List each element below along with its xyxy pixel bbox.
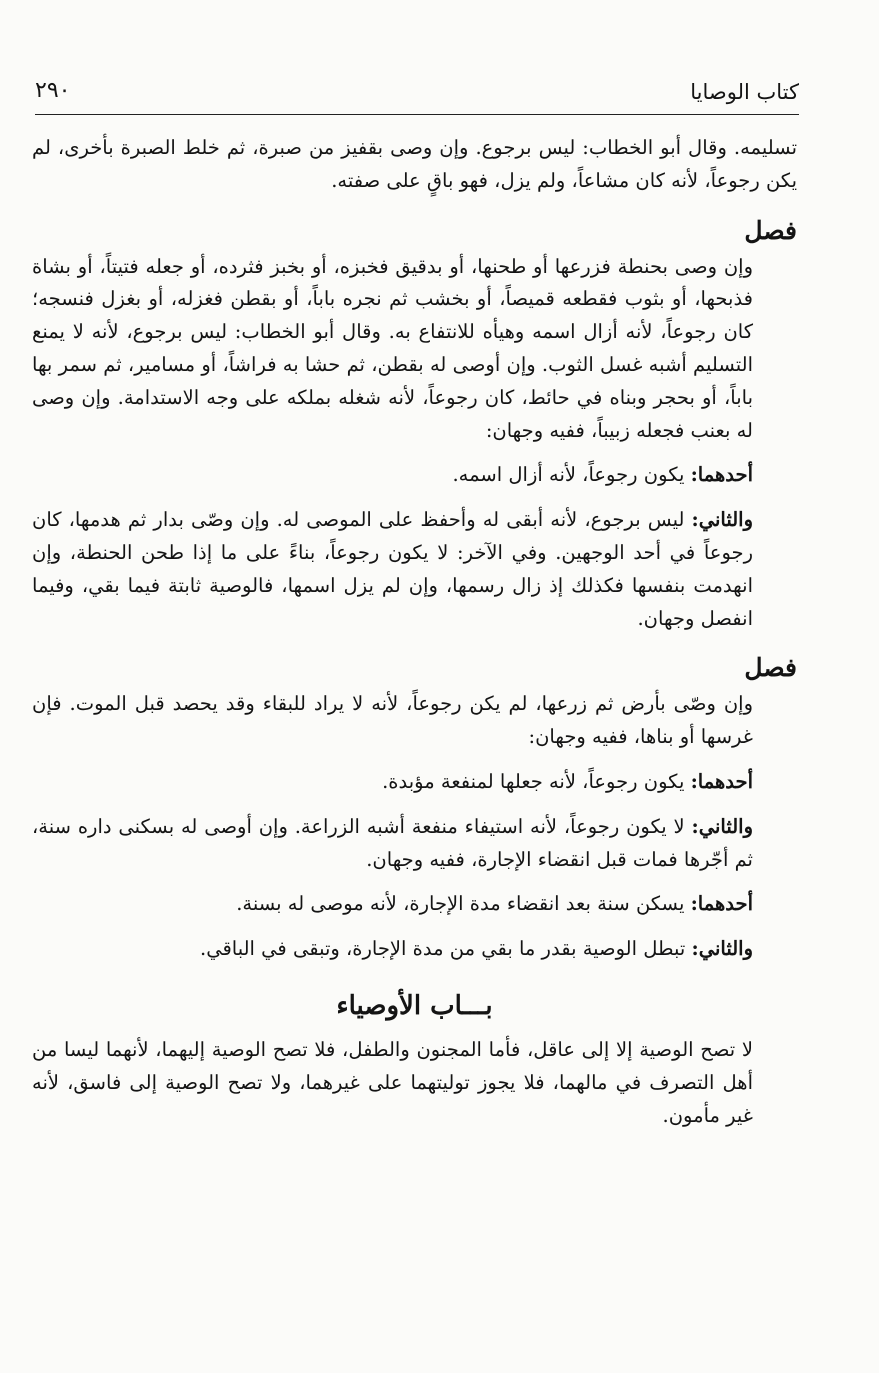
option-label: أحدهما:	[690, 892, 753, 916]
section-heading-1: فصل	[744, 215, 797, 245]
option-text: ليس برجوع، لأنه أبقى له وأحفظ على الموصى له. وإن وصّى بدار ثم هدمها، كان رجوعاً في أحد الوجهين. وفي الآخر: لا يكون رجوعاً، بناءً على ما إذا طحن الحنطة، وإن انهدمت بنفسها فكذلك إذ زال رسمها، وإن لم يزل اسمها، فالوصية ثابتة فيما بقي، وفيما انفصل وجهان.	[32, 508, 753, 630]
option-text: يسكن سنة بعد انقضاء مدة الإجارة، لأنه موصى له بسنة.	[236, 892, 685, 916]
section2-paragraph: وإن وصّى بأرض ثم زرعها، لم يكن رجوعاً، لأنه لا يراد للبقاء وقد يحصد قبل الموت. فإن غرسها أو بناها، ففيه وجهان:	[32, 692, 753, 749]
chapter-paragraph: لا تصح الوصية إلا إلى عاقل، فأما المجنون والطفل، فلا تصح الوصية إليهما، لأنهما ليسا من أهل التصرف في مالهما، فلا يجوز توليتهما على غيرهما، ولا تصح الوصية إلى فاسق، لأنه غير مأمون.	[32, 1037, 753, 1127]
page-body	[32, 132, 797, 1132]
section1-paragraph: وإن وصى بحنطة فزرعها أو طحنها، أو بدقيق فخبزه، أو بخبز فثرده، أو جعله فتيتاً، أو بشاة فذبحها، أو بثوب فقطعه قميصاً، أو بخشب ثم نجره باباً، أو بقطن فغزله، أو بغزل فنسجه؛ كان رجوعاً، لأنه أزال اسمه وهيأه للانتفاع به. وقال أبو الخطاب: ليس برجوع، لأنه لا يمنع التسليم أشبه غسل الثوب. وإن أوصى له بقطن، ثم حشا به فراشاً، أو مسامير، ثم سمر بها باباً، أو بحجر وبناه في حائط، كان رجوعاً، لأنه شغله بملكه على وجه الاستدامة. وإن وصى له بعنب فجعله زبيباً، ففيه وجهان:	[32, 254, 753, 442]
option-label: والثاني:	[691, 814, 754, 838]
section2-option-4	[32, 933, 797, 966]
running-header	[35, 78, 799, 115]
option-text: تبطل الوصية بقدر ما بقي من مدة الإجارة، وتبقى في الباقي.	[200, 937, 686, 961]
option-text: يكون رجوعاً، لأنه أزال اسمه.	[452, 463, 685, 487]
section-heading-2: فصل	[744, 653, 797, 683]
page-number: ٢٩٠	[35, 78, 71, 103]
option-label: أحدهما:	[690, 463, 753, 487]
section2-option-3	[32, 888, 797, 921]
option-label: والثاني:	[691, 937, 753, 961]
option-label: والثاني:	[691, 508, 753, 532]
option-text: يكون رجوعاً، لأنه جعلها لمنفعة مؤبدة.	[382, 769, 685, 793]
book-title: كتاب الوصايا	[690, 80, 799, 104]
section1-option-2	[32, 504, 797, 635]
section2-option-2	[32, 811, 797, 877]
option-text: لا يكون رجوعاً، لأنه استيفاء منفعة أشبه الزراعة. وإن أوصى له بسكنى داره سنة، ثم أجّرها فمات قبل انقضاء الإجارة، ففيه وجهان.	[32, 814, 753, 871]
option-label: أحدهما:	[690, 769, 753, 793]
intro-paragraph: تسليمه. وقال أبو الخطاب: ليس برجوع. وإن وصى بقفيز من صبرة، ثم خلط الصبرة بأخرى، لم يكن رجوعاً، لأنه كان مشاعاً، ولم يزل، فهو باقٍ على صفته.	[32, 136, 797, 192]
section1-option-1	[32, 459, 797, 492]
chapter-heading: بـــاب الأوصياء	[336, 990, 493, 1021]
section2-option-1	[32, 766, 797, 799]
